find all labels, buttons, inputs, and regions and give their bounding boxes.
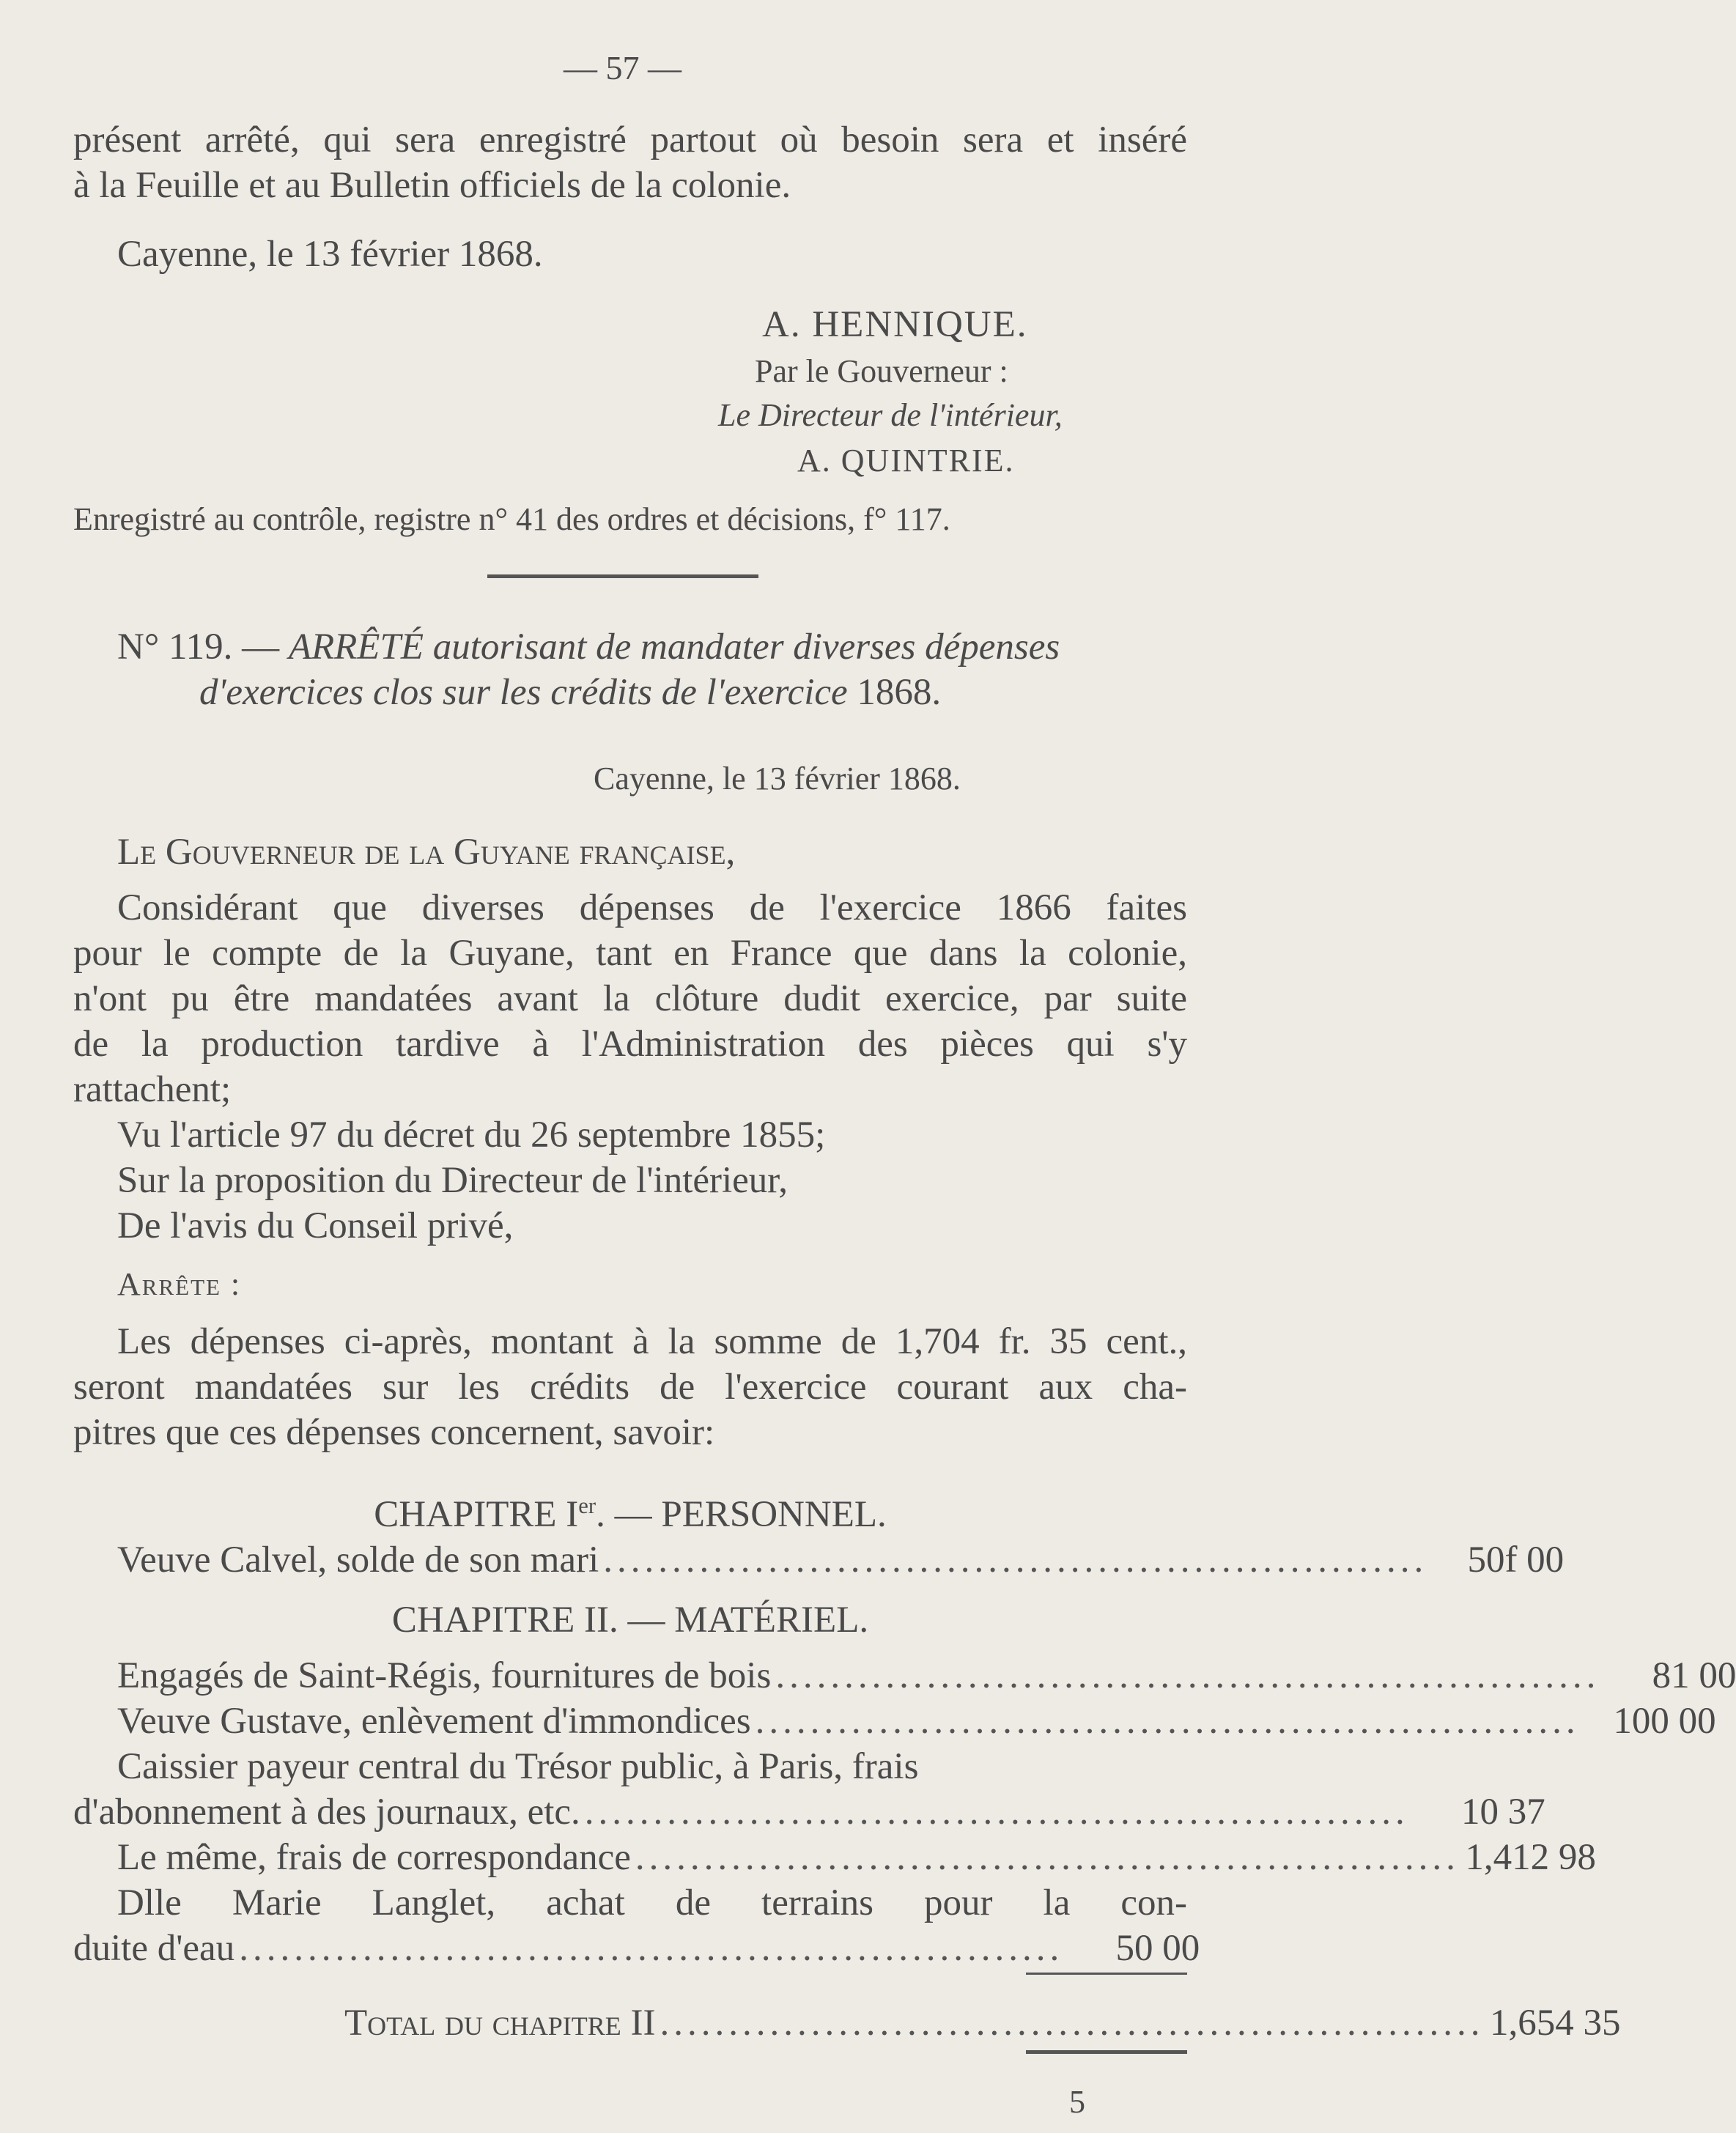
vu-line: Vu l'article 97 du décret du 26 septembre 1855; [117,1114,826,1156]
signature-mark: 5 [1069,2084,1085,2120]
text-line: présent arrêté, qui sera enregistré partout où besoin sera et inséré [73,119,1187,160]
ledger-row-label: Dlle Marie Langlet, achat de terrains pour la con- [117,1882,1187,1923]
chapter-heading: CHAPITRE Ier. — PERSONNEL. [374,1493,887,1535]
ledger-row: Engagés de Saint-Régis, fournitures de bois ............................................................ 81 00 [117,1655,1736,1696]
total-rule [1026,2050,1187,2054]
sur-line: Sur la proposition du Directeur de l'intérieur, [117,1160,788,1201]
considerant-line: n'ont pu être mandatées avant la clôture dudit exercice, par suite [73,978,1187,1019]
considerant-line: rattachent; [73,1069,232,1110]
considerant-line: de la production tardive à l'Administration des pièces qui s'y [73,1024,1187,1065]
closing-date: Cayenne, le 13 février 1868. [117,234,543,275]
section-divider [487,574,758,578]
text-line: à la Feuille et au Bulletin officiels de la colonie. [73,165,791,206]
total-row: Total du chapitre II ............................................................ 1,654 35 [344,2003,1621,2044]
signature-name: A. QUINTRIE. [797,443,1015,478]
chapter-heading: CHAPITRE II. — MATÉRIEL. [391,1600,869,1641]
page-number: — 57 — [564,49,682,86]
ledger-row: duite d'eau ............................................................ 50 00 [73,1928,1200,1969]
ledger-row: Veuve Gustave, enlèvement d'immondices ............................................................ 100 00 [117,1701,1716,1742]
arrete-date: Cayenne, le 13 février 1868. [594,761,961,796]
ledger-row-label: Caissier payeur central du Trésor public, à Paris, frais [117,1746,919,1787]
signature-name: A. HENNIQUE. [762,304,1028,345]
gouverneur-line: Le Gouverneur de la Guyane française, [117,832,736,873]
ledger-row: d'abonnement à des journaux, etc. ............................................................ 10 37 [73,1792,1545,1833]
avis-line: De l'avis du Conseil privé, [117,1205,514,1246]
signature-title: Le Directeur de l'intérieur, [718,397,1063,433]
ledger-row: Veuve Calvel, solde de son mari ............................................................ 50f 00 [117,1539,1565,1581]
depenses-line: pitres que ces dépenses concernent, savoir: [73,1412,715,1453]
considerant-line: pour le compte de la Guyane, tant en France que dans la colonie, [73,933,1187,974]
considerant-line: Considérant que diverses dépenses de l'exercice 1866 faites [117,887,1187,928]
depenses-line: Les dépenses ci-après, montant à la somme de 1,704 fr. 35 cent., [117,1321,1187,1362]
registry-note: Enregistré au contrôle, registre n° 41 des ordres et décisions, f° 117. [73,501,950,537]
signature-title: Par le Gouverneur : [755,353,1008,389]
arrete-title: N° 119. — ARRÊTÉ autorisant de mandater diverses dépenses [117,626,1060,668]
arrete-label: Arrête : [117,1266,242,1302]
ledger-row: Le même, frais de correspondance ............................................................ 1,412 98 [117,1837,1596,1878]
sum-rule [1026,1973,1187,1975]
arrete-title-line2: d'exercices clos sur les crédits de l'exercice 1868. [199,672,942,713]
depenses-line: seront mandatées sur les crédits de l'exercice courant aux cha- [73,1367,1187,1408]
